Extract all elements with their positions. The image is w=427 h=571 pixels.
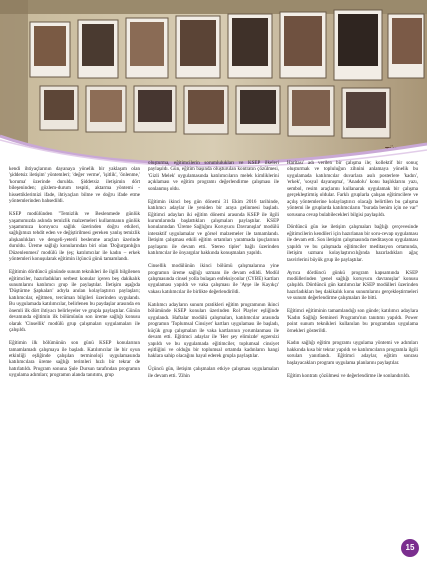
paragraph: Eğitim kontratı çözülmesi ve değerlendirme ile sonlandırıldı. (287, 372, 411, 379)
page-number-badge: 15 (401, 539, 419, 557)
paragraph: Eğitimin ilk bölümünün son günü KSEP konularının tamamlamadı çalışmaya ile başladı. Katılımcılar ile bir oyun etkinliği eşliğinde çalışılan terminoloji uygulamasında katılımcılara üreme sağlığı terimleri hızlı bir tekrar de hatırlatıldı. Program sonuna Şule Dursun tarafından programın uygulama adımları; programın alanda tanıtımı, grup (9, 340, 140, 379)
paragraph: Eğitimci eğitiminin tamamlandığı son günde; katılımcı adaylara 'Kadın Sağlığı Semineri Programı'nın tanıtımı yapıldı. Power point sunum teknikleri kullanılan bu programdan uygulama örnekleri gösterildi. (287, 308, 418, 334)
paragraph: KSEP modülünden "Temizlik ve Beslenmede günlük yaşamımızda aslında temizlik malzemeleri kullanmanın günlük yaşamımıza koruyucu sağlık üzerinden doğru etkileri, sağlığımızı tehdit eden ve değiştirilmesi gereken yanlış temizlik alışkanlıkları ve dengeli-yeterli beslenme araçları üzerinde duruldu. Üreme sağlığı konularından biri olan 'Doğurganlığın Düzenlenmesi' modülü ile (eş; katılımcılar ile kadın – erkek yöntemleri konuşularak eğitimin ilçüncü günü tamamlandı. (9, 211, 140, 263)
paragraph: Eğitimin ikinci beş gün dönemi 31 Ekim 2016 tarihinde, katılımcı adaylar ile yeniden bir araya gelinmesi başladı. Eğitimci adayları iki eğitim dönemi arasında KSEP ile ilgili kurumlarında başlattıkları çalışmaları paylaştılar. KSEP konularından 'Üreme Sağlığını Koruyucu Davranışlar' modülü interaktif uygulamalar ve görsel malzemeler ile tamamlandı. İletişim çalışması etkili eğitim ortamları yaratmada ipuçlarının paylaşımı ile devam etti. 'Stereo tipler' bağlı üzerinden katılımcılar ile önyargılar hakkında konuşmaları yapıldı. (148, 198, 279, 257)
paragraph: Katılımcı adayların sunum pratikleri eğitim programının ikinci bölümünde KSEP konuları üzerinden Rol Playler eşliğinde uygulandı. Haftalar modülü çalışmaları, katılımcılar arasında programın 'Toplumsal Cinsiyet' kartları uygulaması ile başladı, küçük grup çalışmaları ile vaka kartlarının yorumlanması ile devam etti. Eğitimci adaylar ile 'Her şey elimizde' egzersizi yapıldı ve bu uygulamada eğitimciler, toplumsal cinsiyet eşitliğini ve olduğu bir toplumsal ortamda kadınların hangi haklara sahip olacağını hayal ederek grupla paylaştılar. (148, 301, 279, 360)
paragraph: Haritası' adı verilen bir çalışma ile; kollektif bir sonuç oluşturmak ve topluluğun zihnini anlamaya yönelik bu uygulamada katılımcılar duvarlara asılı posterlere 'kadın', 'erkek', 'sosyal dayanışma', 'Anadolu' konu başlıklarını yazı, sembol, resim araçlarını kullanarak uygulamak bir çalışma gerçekleştirmiş oldular. Farklı gruplarla çalışan eğitimcilere ve açılış yöntemlerine kolaylaştırıcı olacağı belirtilen bu çalışma yöntemi ile gruplarda katılımcıların "burada benim için ne var" sorusuna cevap bulabilecekleri bilgisi paylaşıldı. (287, 160, 418, 218)
column-2 (148, 160, 279, 565)
paragraph: Cinsellik modülünün ikinci bölümü çalışmalarına yine programın üreme sağlığı uzmanı ile devam edildi. Modül çalışmasında cinsel yolla bulaşan enfeksiyonlar (CYBE) kartları uygulaması yapıldı ve vaka çalışması ile 'Ayşe ile Kayıkçı' vakası katılımcılar ile birlikte değerlendirildi. (148, 263, 279, 295)
paragraph: oluşturma, eğitimcilerin sorumlulukları ve KSEP ilkeleri paylaşıldı. Gün, eğitim başında oluşturulan kontratın çözülmesi, 'Gizli Melek' uygulamasında katılımcıların melek kimliklerini açıklaması ve eğitim programı değerlendirme çalışması ile sonlanmış oldu. (148, 160, 279, 192)
paragraph: Ayrıca dördüncü günkü program kapsamında KSEP modüllerinden 'genel sağlığı koruyucu davranışlar' konusu çalışıldı. Dördüncü gün katılımcılar KSEP modülleri üzerinden hazırladıkları beş dakikalık konu sunumlarını gerçekleştirmeleri ve sunum değerlendirme çalışmaları ile bitti. (287, 269, 418, 302)
column-3 (287, 160, 418, 565)
paragraph: Eğitimin dördüncü gününde sunum teknikleri ile ilgili bilgilenen eğitimciler, hazırladıkları serbest konular içeren beş dakikalık sunumlarını katılımcı grup ile paylaştılar. İletişim aşağıda 'Düştürme Şapkaları' adıyla anılan kolaylaştırıcı paylaşları; katılımcılar, eğitmen, tercüman bilgileri üzerinden uygulandı. Bu uygulamada katılımcılar, belirlenen bu paydaşlar arasında en önemli ilk dört ihtiyacı belirleyeler ve grupla paylaştılar. Günün devamında eğitimin ilk bölümünün son üreme sağlığı konusu olarak 'Cinsellik' modülü grup çalışmaları uygulamaları ile çalışıldı. (9, 269, 140, 334)
paragraph: Üçüncü gün, iletişim çalışmaları etkiye çalışması uygulamaları ile devam etti. 'Zihin (148, 366, 279, 379)
paragraph: kendi ihtiyaçlarının dayanaya yönelik bir yaklaşım olan 'şiddetsiz iletişim' yöntemleri; 'değer verme', 'işitlik', 'önlenme,' 'koruma' üzerinde durulda. Şiddetsiz iletişimin dört bileşeninden; gözlem-durum tespiti, aktarma yöntemi - hissettiklerimizi ifade, ihtiyaçları bilme ve doğru ifade etme yöntemlerinden bahsedildi. (9, 166, 140, 205)
article-body (0, 160, 427, 565)
paragraph: Dördüncü gün ise iletişim çalışmaları bağlığı çerçevesinde eğitimcilerin kendileri için hazırlanan bir soru-cevap uygulaması ile devam etti. Son iletişim çalışmasında meditasyon uygulaması yapıldı ve bu çalışmada eğitimciler meditasyon ortamında, iletişim uzmanı kolaylaştırıcılığında hazırladıkları ağaç tasvirlerini büyük grup ile paylaştılar. (287, 224, 418, 263)
paragraph: Kadın sağlığı eğitim programı uygulama yöntemi ve adımları hakkında kısa bir tekrar yapıldı ve katılımcıların programla ilgili soruları yanıtlandı. Eğitimci adaylar, eğitim sonrası başlayacakları program uygulama planlarını paylaştılar. (287, 340, 418, 366)
column-1 (9, 166, 140, 571)
